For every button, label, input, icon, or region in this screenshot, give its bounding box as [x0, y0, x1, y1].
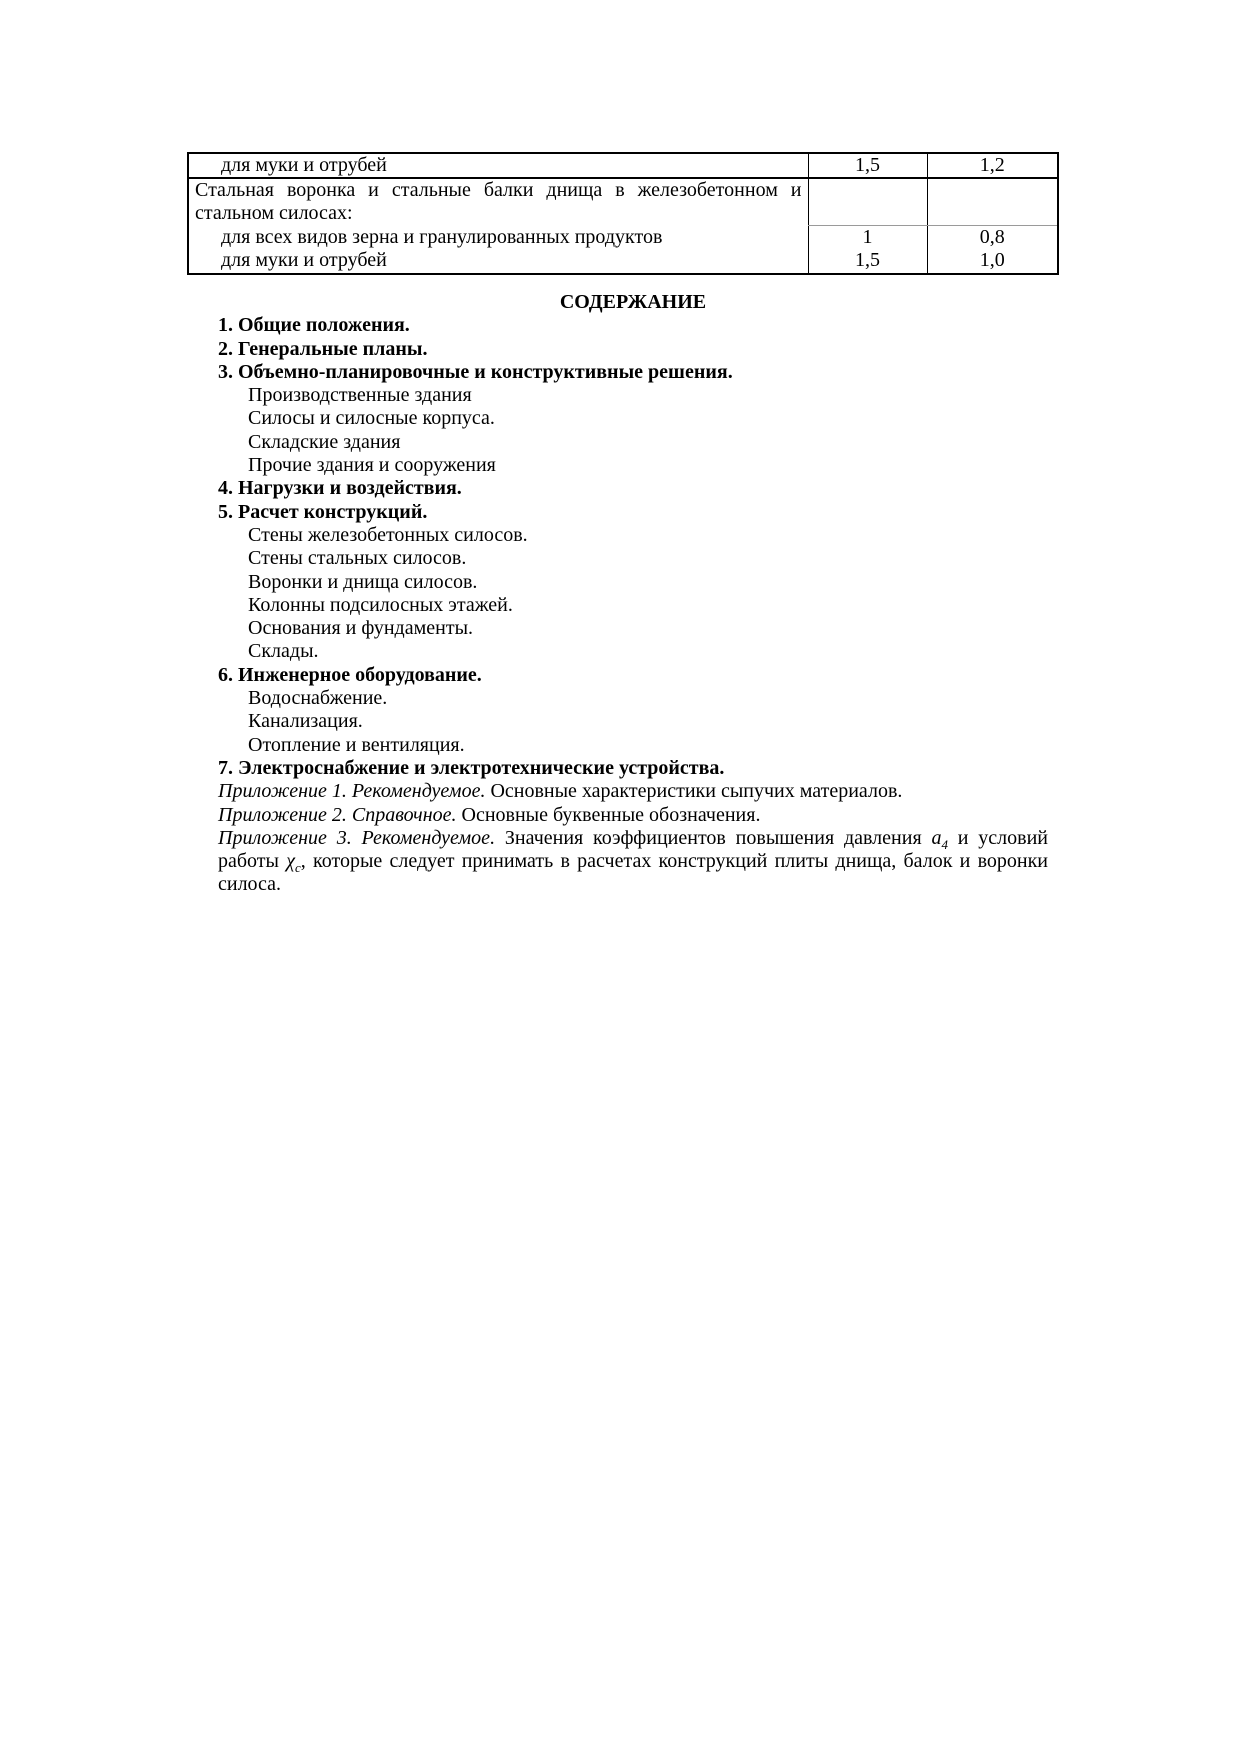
table-row-steel-funnel-header: [188, 178, 1058, 225]
table-cell-coefficient-1: 1,5: [808, 249, 927, 273]
toc-item-7-electrical: 7. Электроснабжение и электротехнические устройства.: [218, 756, 725, 779]
toc-sub-steel-walls: Стены стальных силосов.: [248, 547, 467, 570]
table-cell-label: для муки и отрубей: [188, 153, 808, 178]
toc-sub-other-buildings: Прочие здания и сооружения: [248, 454, 496, 477]
table-cell-empty: [808, 178, 927, 225]
table-row-flour-top: [188, 153, 1058, 178]
table-row-grain: [188, 226, 1058, 250]
table-cell-coefficient-2: 1,0: [927, 249, 1058, 273]
appendix-3-lead: Приложение 3. Рекомендуемое.: [218, 826, 496, 849]
coefficient-chi-base: χ: [286, 850, 296, 873]
appendix-3-paragraph: [218, 827, 1048, 897]
coefficient-a4-symbol: [931, 826, 948, 852]
contents-section: [218, 291, 1048, 897]
table-cell-coefficient-2: 1,2: [927, 153, 1058, 178]
appendix-1-text: Основные характеристики сыпучих материалов.: [490, 780, 903, 803]
appendix-3-text-1: Значения коэффициентов повышения давления: [504, 826, 922, 849]
toc-item-3-planning: 3. Объемно-планировочные и конструктивные решения.: [218, 360, 733, 383]
coefficients-table: [187, 152, 1059, 275]
coefficient-a4-base: a: [931, 826, 942, 849]
toc-item-5-calculations: 5. Расчет конструкций.: [218, 500, 428, 523]
table-cell-label: Стальная воронка и стальные балки днища в железобетонном и стальном силосах:: [195, 179, 802, 225]
toc-sub-columns: Колонны подсилосных этажей.: [248, 593, 513, 616]
table-cell-coefficient-1: 1: [808, 226, 927, 250]
contents-heading: СОДЕРЖАНИЕ: [559, 291, 707, 313]
table-cell-coefficient-2: 0,8: [927, 226, 1058, 250]
coefficient-chi-c-symbol: [286, 850, 301, 876]
coefficient-chi-subscript: c: [295, 860, 301, 876]
table-cell-label: для муки и отрубей: [221, 249, 387, 272]
toc-sub-sewerage: Канализация.: [248, 710, 363, 733]
table-cell-label: для всех видов зерна и гранулированных продуктов: [221, 225, 663, 248]
toc-sub-silos: Силосы и силосные корпуса.: [248, 407, 495, 430]
table-row-flour-bottom: [188, 249, 1058, 273]
appendix-1-line: [218, 780, 1048, 803]
toc-sub-warehouses: Склады.: [248, 640, 319, 663]
appendix-2-line: [218, 804, 1048, 827]
coefficient-a4-subscript: 4: [941, 836, 948, 852]
appendix-1-lead: Приложение 1. Рекомендуемое.: [218, 780, 486, 803]
toc-item-2-master-plans: 2. Генеральные планы.: [218, 337, 428, 360]
appendix-2-lead: Приложение 2. Справочное.: [218, 803, 457, 826]
toc-sub-heating: Отопление и вентиляция.: [248, 733, 465, 756]
toc-sub-warehouse: Складские здания: [248, 430, 401, 453]
toc-sub-rc-walls: Стены железобетонных силосов.: [248, 523, 528, 546]
appendix-2-text: Основные буквенные обозначения.: [461, 803, 761, 826]
appendix-3-text-2: и условий работы: [218, 826, 1049, 873]
table-cell-coefficient-1: 1,5: [808, 153, 927, 178]
toc-item-6-engineering: 6. Инженерное оборудование.: [218, 663, 482, 686]
table-cell-empty: [927, 178, 1058, 225]
toc-item-1-general: 1. Общие положения.: [218, 314, 410, 337]
toc-sub-foundations: Основания и фундаменты.: [248, 617, 474, 640]
toc-sub-water-supply: Водоснабжение.: [248, 687, 388, 710]
toc-item-4-loads: 4. Нагрузки и воздействия.: [218, 477, 462, 500]
appendix-3-text-3: , которые следует принимать в расчетах конструкций плиты днища, балок и воронки силоса.: [218, 850, 1049, 896]
toc-sub-funnels: Воронки и днища силосов.: [248, 570, 478, 593]
toc-sub-industrial: Производственные здания: [248, 384, 472, 407]
